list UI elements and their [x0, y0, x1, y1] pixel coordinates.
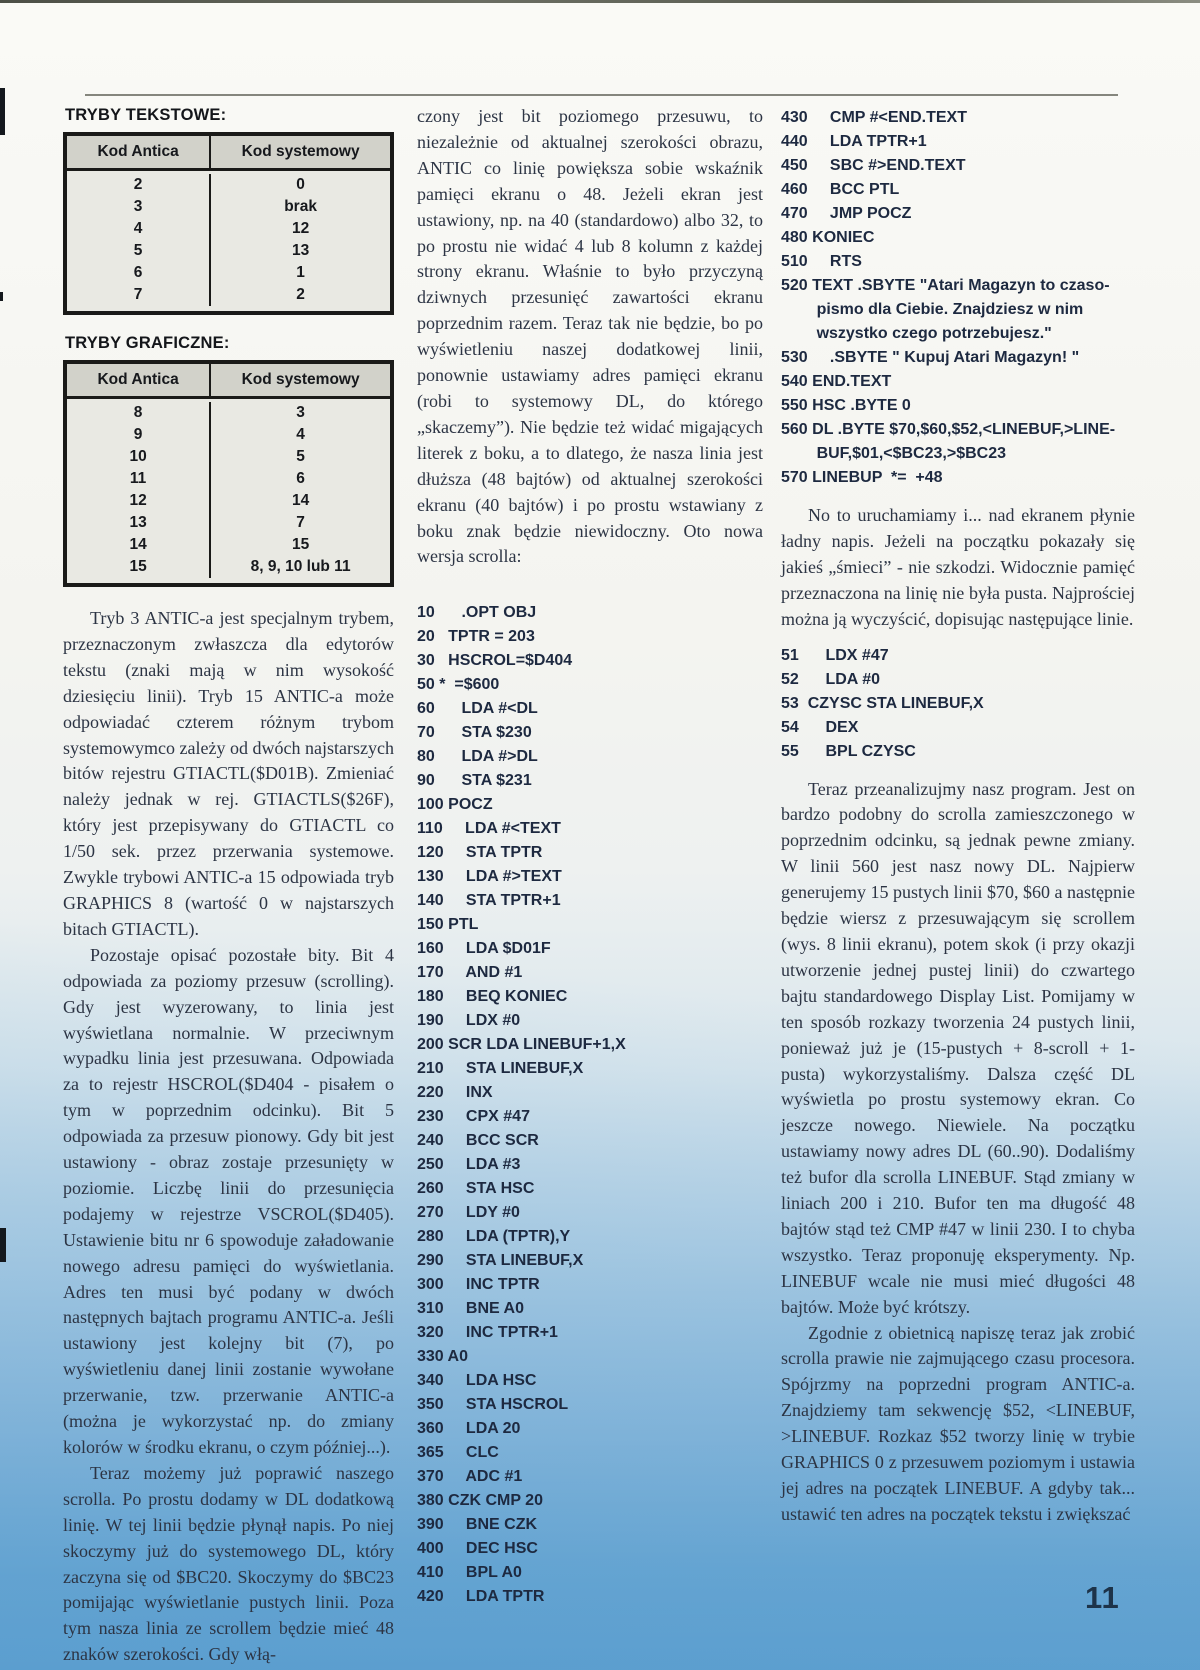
code-line: 330 A0: [417, 1348, 468, 1366]
table-cell-antic-code: 9: [133, 426, 143, 443]
code-line: 180 BEQ KONIEC: [417, 988, 568, 1006]
table-cell-antic-code: 3: [133, 198, 143, 215]
code-line: 240 BCC SCR: [417, 1132, 539, 1150]
page-top-edge-line: [0, 0, 1200, 3]
code-line: 570 LINEBUP *= +48: [781, 469, 943, 486]
table-cell-antic-code: 5: [133, 242, 143, 259]
code-line: 10 .OPT OBJ: [417, 604, 537, 622]
code-line: 80 LDA #>DL: [417, 748, 538, 766]
table-row: [67, 402, 390, 424]
code-line: 440 LDA TPTR+1: [781, 133, 927, 150]
table-cell-antic-code: 6: [133, 264, 143, 281]
table-header-cell: Kod Antica: [97, 371, 179, 388]
table-cell-antic-code: 7: [133, 286, 143, 303]
code-line: 210 STA LINEBUF,X: [417, 1060, 584, 1078]
code-line: 420 LDA TPTR: [417, 1588, 545, 1606]
scan-edge-mark: [0, 292, 3, 301]
graphic-modes-table-title: TRYBY GRAFICZNE:: [65, 334, 230, 352]
table-row: [67, 196, 390, 218]
table-cell-antic-code: 2: [133, 176, 143, 193]
table-cell-antic-code: 14: [129, 536, 147, 553]
table-header-row: [67, 364, 390, 399]
scan-edge-mark: [0, 88, 5, 135]
body-paragraph: No to uruchamiamy i... nad ekranem płynie ładny napis. Jeżeli na początku pokazały się jakieś „śmieci” - nie szkodzi. Widocznie pamięć przeznaczona na linię nie była pusta. Najprościej można ją wyczyścić, dopisując następujące linie.: [781, 505, 1135, 629]
code-line: 150 PTL: [417, 916, 479, 934]
table-cell-system-code: 13: [209, 240, 390, 262]
code-line: 400 DEC HSC: [417, 1540, 538, 1558]
code-line: 510 RTS: [781, 253, 862, 270]
table-row: [67, 218, 390, 240]
code-line: 550 HSC .BYTE 0: [781, 397, 911, 414]
table-header-cell: Kod systemowy: [209, 136, 390, 168]
code-line: 51 LDX #47: [781, 646, 889, 664]
code-line: 280 LDA (TPTR),Y: [417, 1228, 571, 1246]
body-paragraph: czony jest bit poziomego przesuwu, to niezależnie od aktualnej szerokości obrazu, ANTIC co linię powiększa sobie wskaźnik pamięci ekranu o 48. Jeżeli ekran jest ustawiony, np. na 40 (standardowo) albo 32, to po prostu nie widać 4 lub 8 kolumn z każdej strony ekranu. Właśnie to było przyczyną dziwnych przesunięć zawartości ekranu poprzednim razem. Teraz tak nie będzie, bo po wyświetleniu naszej dodatkowej linii, ponownie ustawiamy adres pamięci ekranu (robi to systemowy DL, do którego „skaczemy”). Nie będzie też widać migających literek z boku, a to dlatego, że nasza linia jest dłuższa (48 bajtów) od aktualnej szerokości ekranu (40 bajtów) i po prostu wstawiany z boku znak będzie niewidoczny. Oto nowa wersja scrolla:: [417, 106, 763, 567]
left-column: [63, 106, 394, 1668]
code-line: 60 LDA #<DL: [417, 700, 538, 718]
table-cell-system-code: 7: [209, 512, 390, 534]
code-line: 90 STA $231: [417, 772, 532, 790]
code-line: 320 INC TPTR+1: [417, 1324, 558, 1342]
table-cell-system-code: 12: [209, 218, 390, 240]
code-line: 250 LDA #3: [417, 1156, 521, 1174]
table-row: [67, 556, 390, 578]
text-modes-table: [63, 132, 394, 315]
code-line: 52 LDA #0: [781, 670, 880, 688]
table-row: [67, 284, 390, 306]
table-row: [67, 490, 390, 512]
body-paragraph: Teraz przeanalizujmy nasz program. Jest on bardzo podobny do scrolla zamieszczonego w poprzednim odcinku, są jednak pewne zmiany. W linii 560 jest nasz nowy DL. Najpierw generujemy 15 pustych linii $70, $60 a następnie będzie wiersz z przesuwającym się scrollem (wys. 8 linii ekranu), potem skok (i przy okazji utworzenie jednej pustej linii) do czwartego bajtu standardowego Display List. Pomijamy w ten sposób rozkazy tworzenia 24 pustych linii, ponieważ już je (15-pustych + 8-scroll + 1-pusta) wykorzystaliśmy. Dalsza część DL wyświetla po prostu systemowy ekran. Co jeszcze nowego. Niewiele. Na początku ustawiamy nowy adres DL (60..90). Dodaliśmy też bufor dla scrolla LINEBUF. Stąd zmiany w liniach 200 i 210. Bufor ten ma długość 48 bajtów stąd też CMP #47 w linii 230. I to chyba wszystko. Teraz proponuję eksperymenty. Np. LINEBUF wcale nie musi mieć długości 48 bajtów. Może być krótszy.: [781, 778, 1135, 1317]
table-header-row: [67, 136, 390, 171]
code-line: 480 KONIEC: [781, 229, 875, 246]
code-line: 130 LDA #>TEXT: [417, 868, 562, 886]
code-line: 290 STA LINEBUF,X: [417, 1252, 584, 1270]
code-line: 54 DEX: [781, 718, 859, 736]
assembly-listing-main: [417, 601, 763, 1609]
scan-edge-mark: [0, 1228, 6, 1262]
code-line: 50 * =$600: [417, 676, 500, 694]
code-line: 470 JMP POCZ: [781, 205, 912, 222]
table-cell-system-code: 6: [209, 468, 390, 490]
table-cell-system-code: 8, 9, 10 lub 11: [209, 556, 390, 578]
table-cell-system-code: brak: [209, 196, 390, 218]
table-row: [67, 468, 390, 490]
code-line: 230 CPX #47: [417, 1108, 530, 1126]
table-cell-antic-code: 15: [129, 558, 147, 575]
assembly-listing-continued: [781, 106, 1135, 490]
table-row: [67, 512, 390, 534]
table-row: [67, 262, 390, 284]
table-cell-antic-code: 13: [129, 514, 147, 531]
code-line: 20 TPTR = 203: [417, 628, 535, 646]
table-row: [67, 174, 390, 196]
body-paragraph: Pozostaje opisać pozostałe bity. Bit 4 odpowiada za poziomy przesuw (scrolling). Gdy jest wyzerowany, to linia jest wyświetlana normalnie. W przeciwnym wypadku linia jest przesuwana. Odpowiada za to rejestr HSCROL($D404 - pisałem o tym w poprzednim odcinku). Bit 5 odpowiada za przesuw pionowy. Gdy bit jest ustawiony - obraz zostaje przesunięty w poziomie. Liczbę linii do przesunięcia podajemy w rejestrze VSCROL($D405). Ustawienie bitu nr 6 spowoduje załadowanie nowego adresu pamięci do wyświetlania. Adres ten musi być podany w dwóch następnych bajtach programu ANTIC-a. Jeśli ustawiony jest kolejny bit (7), po wyświetleniu danej linii zostanie wywołane przerwanie, tzw. przerwanie ANTIC-a (można je wykorzystać np. do zmiany kolorów w środku ekranu, o czym później...).: [63, 944, 394, 1457]
table-header-cell: Kod systemowy: [209, 364, 390, 396]
graphic-modes-table: [63, 360, 394, 587]
table-row: [67, 446, 390, 468]
body-paragraph: Teraz możemy już poprawić naszego scrolla. Po prostu dodamy w DL dodatkową linię. W tej linii będzie płynął napis. Po niej skoczymy już do systemowego DL, który zaczyna się od $BC20. Skoczymy do $BC23 pomijając wyświetlanie pustych linii. Poza tym nasza linia ze scrollem będzie mieć 48 znaków szerokości. Gdy włą-: [63, 1462, 394, 1665]
code-line: 430 CMP #<END.TEXT: [781, 109, 967, 126]
table-cell-antic-code: 11: [129, 470, 147, 487]
table-cell-system-code: 15: [209, 534, 390, 556]
table-cell-system-code: 3: [209, 402, 390, 424]
table-cell-system-code: 4: [209, 424, 390, 446]
code-line: 530 .SBYTE " Kupuj Atari Magazyn! ": [781, 349, 1080, 366]
code-line: 140 STA TPTR+1: [417, 892, 561, 910]
code-line: 70 STA $230: [417, 724, 532, 742]
code-line: 120 STA TPTR: [417, 844, 543, 862]
code-line: 310 BNE A0: [417, 1300, 525, 1318]
code-line: 160 LDA $D01F: [417, 940, 551, 958]
code-line: 30 HSCROL=$D404: [417, 652, 573, 670]
code-line: 100 POCZ: [417, 796, 493, 814]
page-number: 11: [1085, 1580, 1120, 1615]
code-line: 390 BNE CZK: [417, 1516, 538, 1534]
table-row: [67, 534, 390, 556]
code-line: wszystko czego potrzebujesz.": [781, 325, 1052, 342]
code-line: 270 LDY #0: [417, 1204, 520, 1222]
code-line: 370 ADC #1: [417, 1468, 523, 1486]
table-cell-system-code: 1: [209, 262, 390, 284]
table-cell-system-code: 5: [209, 446, 390, 468]
table-row: [67, 424, 390, 446]
table-cell-antic-code: 10: [129, 448, 147, 465]
body-paragraph: Tryb 3 ANTIC-a jest specjalnym trybem, przeznaczonym zwłaszcza dla edytorów tekstu (znaki mają w nim wysokość dziesięciu linii). Tryb 15 ANTIC-a może odpowiadać czterem różnym trybom systemowymco zależy od dwóch najstarszych bitów rejestru GTIACTL($D01B). Zmieniać należy jednak w rej. GTIACTLS($26F), który jest przepisywany do GTIACTL co 1/50 sek. przez przerwania systemowe. Zwykle trybowi ANTIC-a 15 odpowiada tryb GRAPHICS 8 (wartość 0 w najstarszych bitach GTIACTL).: [63, 608, 394, 939]
code-line: 365 CLC: [417, 1444, 499, 1462]
code-line: 560 DL .BYTE $70,$60,$52,<LINEBUF,>LINE-: [781, 421, 1116, 438]
code-line: 410 BPL A0: [417, 1564, 522, 1582]
table-cell-antic-code: 12: [129, 492, 147, 509]
table-row: [67, 240, 390, 262]
code-line: 170 AND #1: [417, 964, 523, 982]
code-line: pismo dla Ciebie. Znajdziesz w nim: [781, 301, 1084, 318]
header-rule: [85, 94, 1118, 96]
table-cell-antic-code: 4: [133, 220, 143, 237]
table-cell-system-code: 2: [209, 284, 390, 306]
table-cell-antic-code: 8: [133, 404, 143, 421]
code-line: 340 LDA HSC: [417, 1372, 537, 1390]
code-line: BUF,$01,<$BC23,>$BC23: [781, 445, 1006, 462]
code-line: 450 SBC #>END.TEXT: [781, 157, 966, 174]
code-line: 110 LDA #<TEXT: [417, 820, 561, 838]
right-column: [781, 106, 1135, 1528]
code-line: 540 END.TEXT: [781, 373, 892, 390]
body-paragraph: Zgodnie z obietnicą napiszę teraz jak zrobić scrolla prawie nie zajmującego czasu procesora. Spójrzmy na poprzedni program ANTIC-a. Znajdziemy tam sekwencję $52, <LINEBUF, >LINEBUF. Rozkaz $52 tworzy linię w trybie GRAPHICS 0 z przesuwem poziomym i ustawia jej adres na początek LINEBUF. A gdyby tak... ustawić ten adres na początek tekstu i zwiększać: [781, 1322, 1135, 1524]
table-cell-system-code: 0: [209, 174, 390, 196]
middle-column: [417, 104, 763, 1609]
table-cell-system-code: 14: [209, 490, 390, 512]
code-line: 520 TEXT .SBYTE "Atari Magazyn to czaso-: [781, 277, 1110, 294]
code-line: 460 BCC PTL: [781, 181, 900, 198]
code-line: 53 CZYSC STA LINEBUF,X: [781, 694, 984, 712]
code-line: 360 LDA 20: [417, 1420, 521, 1438]
code-line: 200 SCR LDA LINEBUF+1,X: [417, 1036, 626, 1054]
code-line: 260 STA HSC: [417, 1180, 535, 1198]
table-header-cell: Kod Antica: [97, 143, 179, 160]
code-line: 190 LDX #0: [417, 1012, 521, 1030]
assembly-listing-clear-buffer: [781, 644, 1135, 764]
code-line: 220 INX: [417, 1084, 493, 1102]
text-modes-table-title: TRYBY TEKSTOWE:: [65, 106, 227, 124]
code-line: 380 CZK CMP 20: [417, 1492, 543, 1510]
code-line: 55 BPL CZYSC: [781, 742, 916, 760]
code-line: 350 STA HSCROL: [417, 1396, 569, 1414]
code-line: 300 INC TPTR: [417, 1276, 540, 1294]
